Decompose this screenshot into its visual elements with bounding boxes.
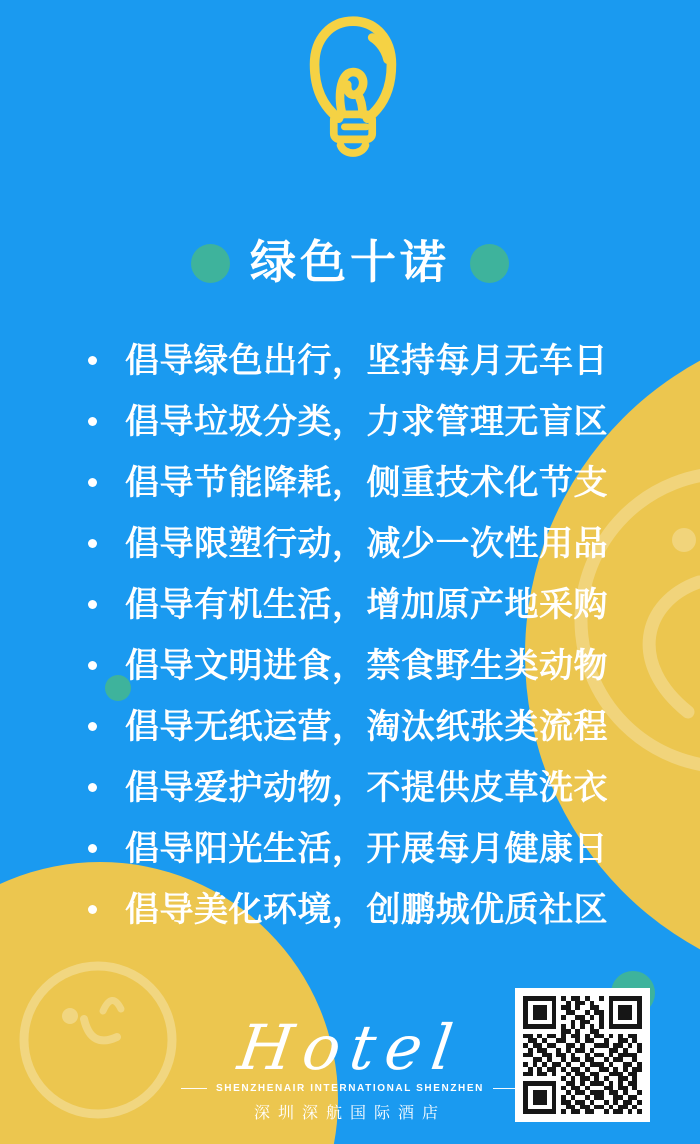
pledge-text: 倡导文明进食，禁食野生类动物 [125, 646, 608, 685]
bullet-dot [88, 356, 97, 365]
pledge-text: 倡导绿色出行，坚持每月无车日 [125, 341, 608, 380]
pledge-item [88, 391, 608, 452]
bullet-dot [88, 600, 97, 609]
pledge-text: 倡导节能降耗，侧重技术化节支 [125, 463, 608, 502]
page-title: 绿色十诺 [250, 237, 450, 288]
bullet-dot [88, 661, 97, 670]
logo-divider-line-left [181, 1088, 207, 1089]
logo-divider-line-right [493, 1088, 519, 1089]
pledge-item [88, 513, 608, 574]
bullet-dot [88, 783, 97, 792]
pledge-item [88, 635, 608, 696]
pledge-item [88, 818, 608, 879]
pledge-text: 倡导限塑行动，减少一次性用品 [125, 524, 608, 563]
bullet-dot [88, 844, 97, 853]
logo-subtitle-row [0, 1083, 700, 1094]
bullet-dot [88, 417, 97, 426]
pledge-text: 倡导垃圾分类，力求管理无盲区 [125, 402, 608, 441]
title-row [0, 237, 700, 288]
logo-subtitle: SHENZHENAIR INTERNATIONAL SHENZHEN [216, 1083, 484, 1094]
title-dot-right [470, 244, 509, 283]
title-dot-left [191, 244, 230, 283]
pledge-item [88, 757, 608, 818]
pledge-item [88, 879, 608, 940]
pledge-item [88, 452, 608, 513]
bullet-dot [88, 478, 97, 487]
pledge-text: 倡导美化环境，创鹏城优质社区 [125, 890, 608, 929]
hotel-script-wordmark: Hotel [233, 1011, 467, 1084]
pledge-item [88, 330, 608, 391]
pledge-item [88, 574, 608, 635]
pledge-text: 倡导无纸运营，淘汰纸张类流程 [125, 707, 608, 746]
pledge-text: 倡导有机生活，增加原产地采购 [125, 585, 608, 624]
bullet-dot [88, 722, 97, 731]
hotel-chinese-name: 深圳深航国际酒店 [253, 1105, 446, 1122]
pledge-text: 倡导阳光生活，开展每月健康日 [125, 829, 608, 868]
bullet-dot [88, 905, 97, 914]
bullet-dot [88, 539, 97, 548]
lightbulb-icon [304, 10, 402, 165]
pledge-item [88, 696, 608, 757]
hotel-logo [0, 1011, 700, 1123]
pledge-text: 倡导爱护动物，不提供皮草洗衣 [125, 768, 608, 807]
pledge-list [88, 330, 608, 940]
